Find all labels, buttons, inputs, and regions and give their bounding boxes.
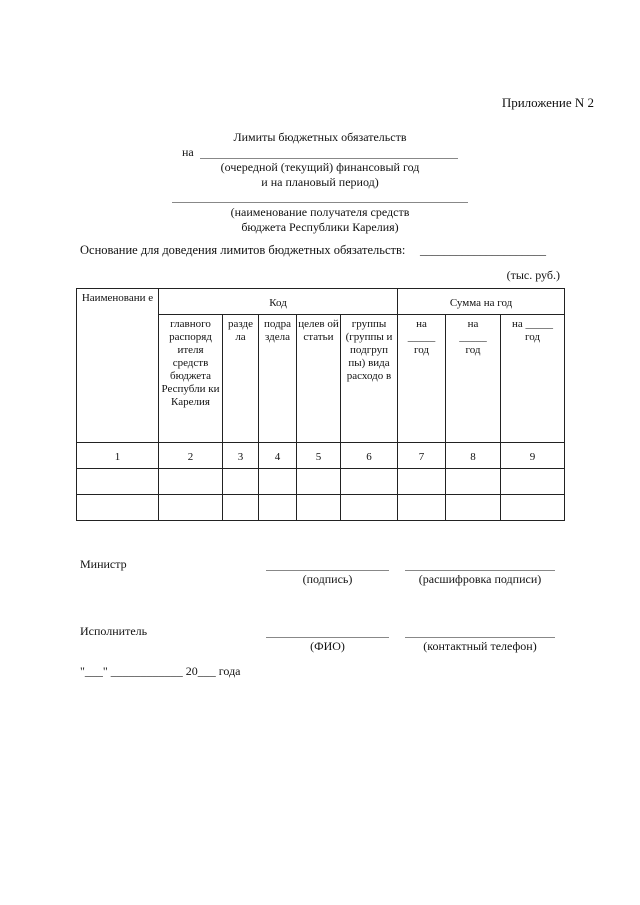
table-cell[interactable] <box>223 495 259 521</box>
table-cell[interactable] <box>223 469 259 495</box>
header-name: Наименовани е <box>77 289 159 443</box>
form-title: Лимиты бюджетных обязательств <box>233 130 407 144</box>
table-cell[interactable] <box>398 495 446 521</box>
col-number: 2 <box>159 443 223 469</box>
signature-line <box>266 570 389 571</box>
table-cell[interactable] <box>259 469 297 495</box>
table-cell[interactable] <box>501 469 565 495</box>
column-number-row <box>77 443 565 469</box>
col-number: 4 <box>259 443 297 469</box>
signature-caption: (подпись) <box>302 572 353 586</box>
table-cell[interactable] <box>159 495 223 521</box>
table-cell[interactable] <box>341 469 398 495</box>
recipient-blank-line <box>172 202 468 203</box>
year1-na: на <box>416 318 427 330</box>
col-number: 7 <box>398 443 446 469</box>
header-podrazdel: подра здела <box>259 315 297 443</box>
col-number: 9 <box>501 443 565 469</box>
col-number: 6 <box>341 443 398 469</box>
year1-blank: _____ <box>407 331 436 343</box>
header-year-1 <box>398 315 446 443</box>
title-on-label: на <box>182 145 194 159</box>
header-gruppy: группы (группы и подгруп пы) вида расходо в <box>341 315 398 443</box>
header-year-2 <box>446 315 501 443</box>
header-sum: Сумма на год <box>398 289 565 315</box>
table-cell[interactable] <box>446 469 501 495</box>
phone-caption: (контактный телефон) <box>423 639 537 653</box>
col-number: 8 <box>446 443 501 469</box>
executor-label: Исполнитель <box>80 624 148 638</box>
recipient-sub1: (наименование получателя средств <box>230 205 410 219</box>
signature-decode-caption: (расшифровка подписи) <box>418 572 542 586</box>
fio-line <box>266 637 389 638</box>
table-cell[interactable] <box>77 469 159 495</box>
table-cell[interactable] <box>341 495 398 521</box>
header-glav: главного распоряд ителя средств бюджета Республи ки Карелия <box>159 315 223 443</box>
col-number: 5 <box>297 443 341 469</box>
signature-decode-line <box>405 570 555 571</box>
year2-na: на <box>467 318 479 330</box>
year1-god: год <box>414 344 430 356</box>
table-cell[interactable] <box>297 495 341 521</box>
table-cell[interactable] <box>297 469 341 495</box>
year2-blank: _____ <box>459 331 487 343</box>
table-cell[interactable] <box>159 469 223 495</box>
year-blank-line <box>200 158 458 159</box>
col-number: 3 <box>223 443 259 469</box>
date-line: "___" ____________ 20___ года <box>80 664 241 678</box>
year3-na: на _____ <box>512 318 554 330</box>
limits-table <box>76 288 565 521</box>
table-cell[interactable] <box>77 495 159 521</box>
basis-blank: _____________________ <box>420 243 546 257</box>
year3-god: год <box>525 331 541 343</box>
header-razdel: разде ла <box>223 315 259 443</box>
fio-caption: (ФИО) <box>310 639 345 653</box>
unit-label: (тыс. руб.) <box>506 268 560 282</box>
phone-line <box>405 637 555 638</box>
header-celev: целев ой статьи <box>297 315 341 443</box>
title-sub2: и на плановый период) <box>261 175 379 189</box>
minister-label: Министр <box>80 557 127 571</box>
basis-label: Основание для доведения лимитов бюджетных обязательств: <box>80 243 406 257</box>
appendix-label: Приложение N 2 <box>501 95 594 110</box>
table-cell[interactable] <box>501 495 565 521</box>
header-year-3 <box>501 315 565 443</box>
table-row <box>77 469 565 495</box>
year2-god: год <box>465 344 481 356</box>
header-code: Код <box>159 289 398 315</box>
table-cell[interactable] <box>398 469 446 495</box>
table-cell[interactable] <box>446 495 501 521</box>
col-number: 1 <box>77 443 159 469</box>
recipient-sub2: бюджета Республики Карелия) <box>241 220 399 234</box>
table-row <box>77 495 565 521</box>
table-cell[interactable] <box>259 495 297 521</box>
title-sub1: (очередной (текущий) финансовый год <box>220 160 420 174</box>
